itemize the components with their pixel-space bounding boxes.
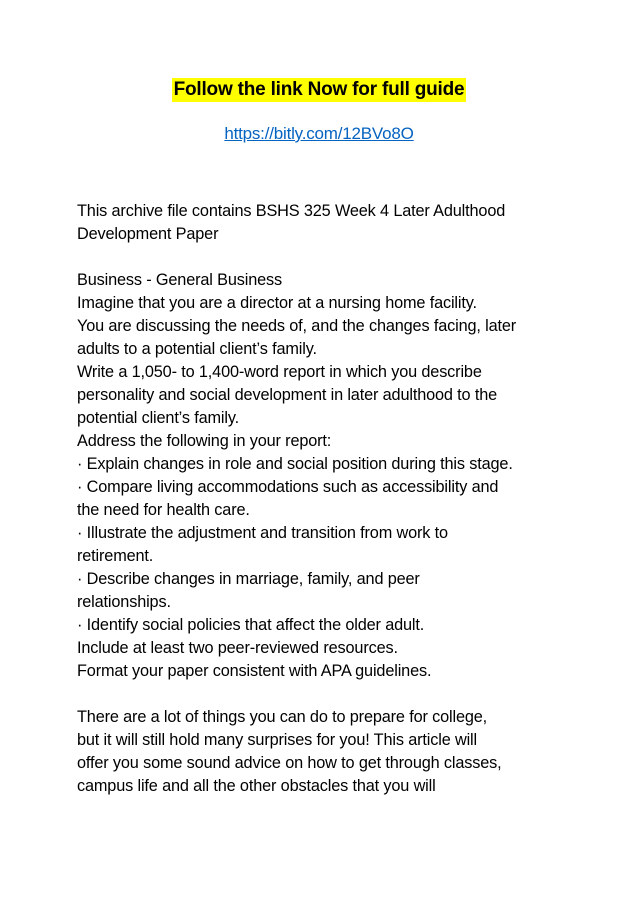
text-line: but it will still hold many surprises for you! This article will [77, 731, 477, 749]
closing-paragraph [77, 706, 577, 798]
bullet-line: · Explain changes in role and social position during this stage. [77, 455, 513, 473]
link-container [0, 123, 638, 145]
text-line: adults to a potential client’s family. [77, 340, 317, 358]
text-line: You are discussing the needs of, and the changes facing, later [77, 317, 517, 335]
text-line: potential client’s family. [77, 409, 240, 427]
bullet-line: · Describe changes in marriage, family, and peer [77, 570, 420, 588]
assignment-paragraph [77, 269, 577, 683]
text-line: Format your paper consistent with APA guidelines. [77, 662, 432, 680]
text-line: Write a 1,050- to 1,400-word report in which you describe [77, 363, 482, 381]
bullet-line: · Identify social policies that affect the older adult. [77, 616, 425, 634]
bullet-line: · Compare living accommodations such as accessibility and [77, 478, 499, 496]
text-line: This archive file contains BSHS 325 Week 4 Later Adulthood [77, 202, 506, 220]
text-line: There are a lot of things you can do to prepare for college, [77, 708, 488, 726]
text-line: relationships. [77, 593, 171, 611]
text-line: Include at least two peer-reviewed resources. [77, 639, 398, 657]
headline-container [0, 78, 638, 102]
headline-highlighted: Follow the link Now for full guide [173, 79, 465, 100]
intro-paragraph [77, 200, 577, 246]
bullet-line: · Illustrate the adjustment and transition from work to [77, 524, 448, 542]
text-line: campus life and all the other obstacles that you will [77, 777, 436, 795]
document-body [77, 200, 577, 798]
text-line: Address the following in your report: [77, 432, 332, 450]
text-line: Development Paper [77, 225, 219, 243]
guide-link[interactable]: https://bitly.com/12BVo8O [224, 124, 414, 143]
text-line: retirement. [77, 547, 154, 565]
text-line: Imagine that you are a director at a nursing home facility. [77, 294, 477, 312]
text-line: personality and social development in later adulthood to the [77, 386, 498, 404]
text-line: Business - General Business [77, 271, 282, 289]
text-line: offer you some sound advice on how to get through classes, [77, 754, 502, 772]
text-line: the need for health care. [77, 501, 250, 519]
